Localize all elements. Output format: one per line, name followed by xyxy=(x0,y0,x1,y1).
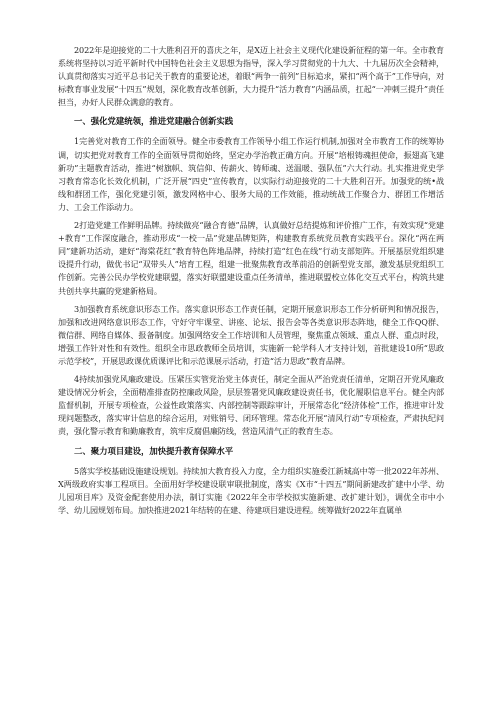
paragraph-party-brand: 2打造党建工作鲜明品牌。持续做亮“融合育德”品牌，认真做好总结提炼和评价推广工作，有效实现“党建+教育”工作深度融合，推动形成“一校一品”党建品牌矩阵，构建教育系统党员教育实践平台。深化“两在两同”建新功活动，建好“海棠花红”教育特色阵地品牌，持续打造“红色在线”行动支部矩阵。开展基层党组织建设提升行动，做优书记“双带头人”培育工程，组建一批聚焦教育改革前沿的创新型党支部，激发基层党组织工作创新。完善公民办学校党建联盟，落实好联盟建设重点任务清单，推进联盟校立体化交互式平台，构筑共建共创共享共赢的党建新格局。 xyxy=(58,220,444,296)
document-page xyxy=(58,44,444,522)
paragraph-clean-governance: 4持续加强党风廉政建设。压紧压实管党治党主体责任，制定全面从严治党责任清单，定期召开党风廉政建设情况分析会，全面精准排查防控廉政风险，层层签署党风廉政建设责任书，优化履职信息平台。健全内部监督机制，开展专项检查，公益性政策落实、内部控制等跟踪审计，开展常态化“经济体检”工作，推进审计发现问题整改，落实审计信息的综合运用，对账销号、闭环管理。常态化开展“清风行动”专项检查，严肃执纪问责，强化警示教育和勤廉教育，筑牢反腐倡廉防线，营造风清气正的教育生态。 xyxy=(58,374,444,437)
section-heading-party-building: 一、强化党建统领，推进党建融合创新实践 xyxy=(74,116,234,127)
intro-paragraph: 2022年是迎接党的二十大胜利召开的喜庆之年，是X迈上社会主义现代化建设新征程的第一年。全市教育系统将坚持以习近平新时代中国特色社会主义思想为指导，深入学习贯彻党的十九大、十九届历次全会精神，认真贯彻落实习近平总书记关于教育的重要论述，着眼“两争一前列”目标追求，紧扣“两个高于”工作导向，对标教育事业发展“十四五”规划，深化教育改革创新，大力提升“活力教育”内涵品质，扛起“一冲刺三提升”责任担当，办好人民群众满意的教育。 xyxy=(58,45,444,108)
section-heading-project-construction: 二、聚力项目建设，加快提升教育保障水平 xyxy=(74,445,234,456)
paragraph-infrastructure-plan: 5落实学校基础设施建设规划。持续加大教育投入力度，全力组织实施委江新城高中等一批2022年苏州、X两级政府实事工程项目。全面用好学校建设联审联批制度，落实《X市“十四五”期间新建改扩建中小学、幼儿园项目库》及资金配套使用办法，制订实施《2022年全市学校拟实施新建、改扩建计划》，调优全市中小学、幼儿园规划布局。加快推进2021年结转的在建、待建项目建设进程。统筹做好2022年直属单 xyxy=(58,465,444,515)
paragraph-ideology-work: 3加强教育系统意识形态工作。落实意识形态工作责任制，定期开展意识形态工作分析研判和情况报告，加强和改进网络意识形态工作，守好守牢课堂、讲座、论坛、报告会等各类意识形态阵地，健全工作QQ群、微信群、网络自媒体、报备制度。加强网络安全工作培训和人员管理，聚焦重点领域、重点人群、重点时段，增强工作针对性和有效性。组织全市思政教师全员培训，实施新一轮学科人才支持计划，首批建设10所“思政示范学校”，开展思政课优质课评比和示范课展示活动，打造“活力思政”教育品牌。 xyxy=(58,303,444,366)
paragraph-party-leadership: 1完善党对教育工作的全面领导。健全市委教育工作领导小组工作运行机制,加强对全市教育工作的统筹协调，切实把党对教育工作的全面领导贯彻始终，坚定办学治教正确方向。开展“培根铸魂担使命，振翅高飞建新功”主题教育活动，推进“树旗帜、筑信仰、传薪火、铸师魂、送温暖、强队伍”六大行动。扎实推进党史学习教育常态化长效化机制，广泛开展“四史”宣传教育，以实际行动迎接党的二十大胜利召开。加强党的统•战线和群团工作，强化党建引领，激发网格中心、服务大局的工作效能，推动统战工作聚合力、群团工作增活力、工会工作添动力。 xyxy=(58,136,444,212)
